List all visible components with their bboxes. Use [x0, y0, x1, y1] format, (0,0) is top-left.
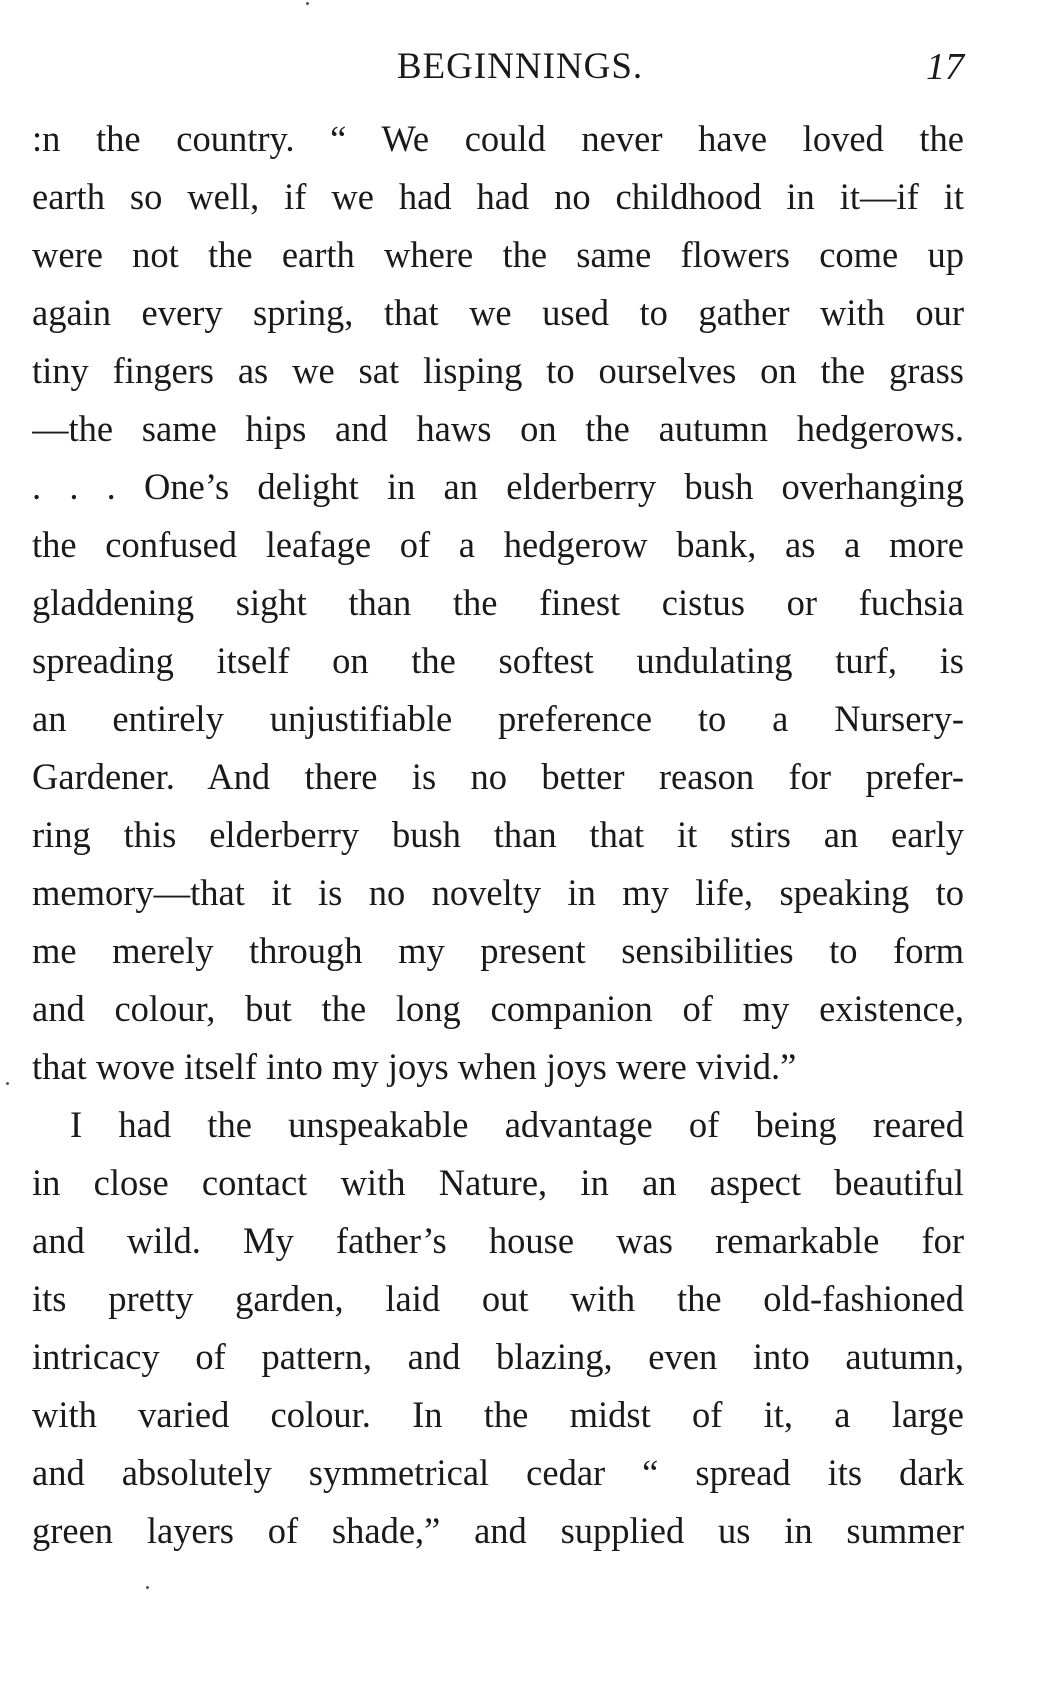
paper-speck — [146, 1586, 149, 1589]
running-head — [0, 42, 1040, 92]
text-line: in close contact with Nature, in an aspect beautiful — [32, 1162, 964, 1203]
text-line: and absolutely symmetrical cedar “ spread its dark — [32, 1452, 964, 1493]
text-line: gladdening sight than the finest cistus or fuchsia — [32, 582, 964, 623]
text-line: ring this elderberry bush than that it stirs an early — [32, 814, 964, 855]
text-line: me merely through my present sensibilities to form — [32, 930, 964, 971]
text-line: and colour, but the long companion of my existence, — [32, 988, 964, 1029]
text-line: and wild. My father’s house was remarkable for — [32, 1220, 964, 1261]
body-text — [32, 110, 964, 1560]
text-line: an entirely unjustifiable preference to a Nursery- — [32, 698, 964, 739]
text-line: again every spring, that we used to gather with our — [32, 292, 964, 333]
text-line: the confused leafage of a hedgerow bank, as a more — [32, 524, 964, 565]
paper-speck — [6, 1082, 9, 1085]
text-line: earth so well, if we had had no childhood in it—if it — [32, 176, 964, 217]
text-line: tiny fingers as we sat lisping to ourselves on the grass — [32, 350, 964, 391]
running-head-title: BEGINNINGS. — [396, 46, 644, 87]
text-line: memory—that it is no novelty in my life, speaking to — [32, 872, 964, 913]
text-line: intricacy of pattern, and blazing, even into autumn, — [32, 1336, 964, 1377]
text-line: . . . One’s delight in an elderberry bush overhanging — [32, 466, 964, 507]
text-line: green layers of shade,” and supplied us in summer — [32, 1510, 964, 1551]
page-number: 17 — [926, 46, 964, 88]
text-line: that wove itself into my joys when joys were vivid.” — [32, 1046, 797, 1087]
text-line: with varied colour. In the midst of it, a large — [32, 1394, 964, 1435]
text-line: were not the earth where the same flowers come up — [32, 234, 964, 275]
paper-speck — [306, 2, 309, 5]
text-line: Gardener. And there is no better reason for prefer- — [32, 756, 964, 797]
text-line: its pretty garden, laid out with the old-fashioned — [32, 1278, 964, 1319]
text-line: :n the country. “ We could never have loved the — [32, 118, 964, 159]
text-line: I had the unspeakable advantage of being reared — [70, 1104, 964, 1145]
text-line: —the same hips and haws on the autumn hedgerows. — [32, 408, 964, 449]
text-line: spreading itself on the softest undulating turf, is — [32, 640, 964, 681]
